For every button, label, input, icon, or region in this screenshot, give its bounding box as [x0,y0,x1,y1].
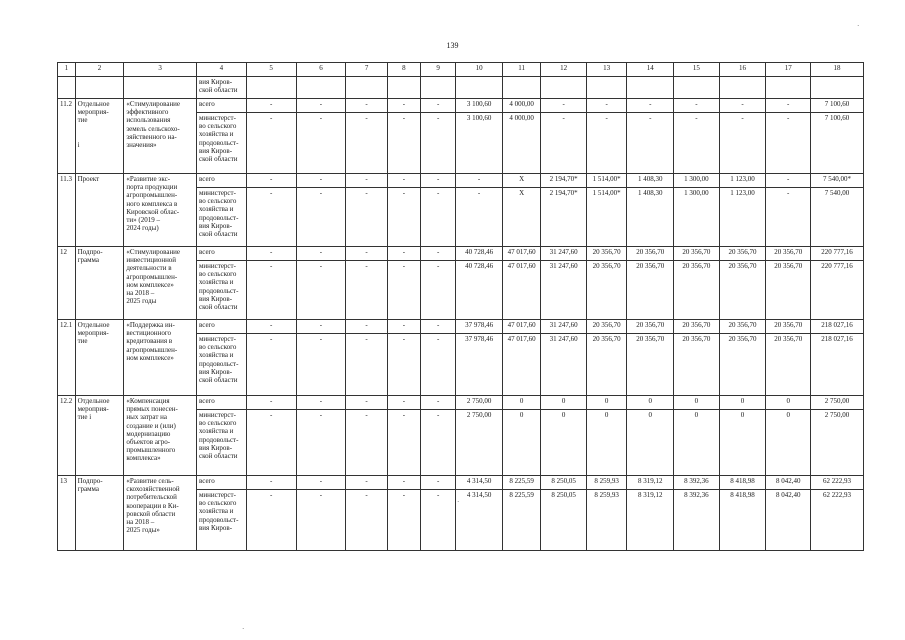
amount-cell: - [719,99,766,113]
row-type: Подпро- грамма [75,247,124,320]
amount-cell: 8 392,36 [674,476,720,490]
amount-cell: - [346,99,387,113]
amount-cell: 20 356,70 [586,247,626,261]
row-number: 13 [58,476,76,551]
continuation-row [58,77,864,99]
funding-source: министерст- во сельского хозяйства и продовольст- вия Киров- ской области [196,410,246,476]
amount-cell: - [246,334,296,396]
table-cell [719,77,766,99]
amount-cell: - [246,490,296,551]
amount-cell: - [627,113,674,174]
table-row [58,476,864,490]
amount-cell: - [421,113,456,174]
funding-source: министерст- во сельского хозяйства и продовольст- вия Киров- ской области [196,334,246,396]
amount-cell: 2 194,70* [541,188,587,247]
table-cell [246,77,296,99]
amount-cell: 47 017,60 [502,261,540,320]
table-cell [627,77,674,99]
amount-cell: - [246,188,296,247]
amount-cell: 1 408,30 [627,174,674,188]
amount-cell: 1 408,30 [627,188,674,247]
amount-cell: 2 750,00 [456,396,503,410]
funding-source: всего [196,174,246,188]
amount-cell: 37 978,46 [456,334,503,396]
amount-cell: 0 [586,396,626,410]
amount-cell: 47 017,60 [502,334,540,396]
amount-cell: 20 356,70 [627,334,674,396]
row-title: «Развитие экс- порта продукции агропромышлен- ного комплекса в Кировской облас- ти» (2019 – 2024 годы) [124,174,197,247]
row-title: «Развитие сель- скохозяйственной потребительской кооперации в Ки- ровской области на 2018 – 2025 годы» [124,476,197,551]
amount-cell: 0 [674,396,720,410]
budget-table [57,62,864,551]
amount-cell: 1 514,00* [586,188,626,247]
table-cell: вия Киров- ской области [196,77,246,99]
amount-cell: 20 356,70 [719,261,766,320]
table-cell [346,77,387,99]
amount-cell: - [346,174,387,188]
amount-cell: 0 [674,410,720,476]
amount-cell: 20 356,70 [627,247,674,261]
amount-cell: - [456,174,503,188]
amount-cell: 20 356,70 [719,320,766,334]
amount-cell: - [346,476,387,490]
table-row [58,247,864,261]
amount-cell: - [456,188,503,247]
amount-cell: - [346,334,387,396]
amount-cell: 20 356,70 [719,334,766,396]
table-cell [75,77,124,99]
amount-cell: - [246,476,296,490]
row-title: «Поддержка ин- вестиционного кредитования в агропромышлен- ном комплексе» [124,320,197,396]
column-header: 15 [674,63,720,77]
amount-cell: 7 540,00* [810,174,863,188]
amount-cell: - [421,410,456,476]
amount-cell: 1 514,00* [586,174,626,188]
amount-cell: 7 100,60 [810,99,863,113]
amount-cell: 40 728,46 [456,247,503,261]
amount-cell: 0 [627,396,674,410]
amount-cell: 8 259,93 [586,490,626,551]
amount-cell: 8 319,12 [627,490,674,551]
table-row [58,396,864,410]
amount-cell: - [766,174,811,188]
table-cell [296,77,346,99]
amount-cell: 20 356,70 [674,261,720,320]
column-header: 6 [296,63,346,77]
funding-source: всего [196,476,246,490]
amount-cell: 62 222,93 [810,490,863,551]
row-type: Отдельное мероприя- тие [75,320,124,396]
column-header: 3 [124,63,197,77]
amount-cell: 20 356,70 [674,320,720,334]
amount-cell: 31 247,60 [541,320,587,334]
scan-speck: · [242,625,245,633]
row-title: «Компенсация прямых понесен- ных затрат на создание и (или) модернизацию объектов агро- промышленного комплекса» [124,396,197,476]
amount-cell: 31 247,60 [541,334,587,396]
amount-cell: - [346,396,387,410]
amount-cell: 1 300,00 [674,188,720,247]
amount-cell: - [296,174,346,188]
row-type: Отдельное мероприя- тие і [75,396,124,476]
amount-cell: - [296,490,346,551]
amount-cell: 0 [627,410,674,476]
row-number: 11.2 [58,99,76,174]
column-header: 8 [387,63,420,77]
row-number: 12.2 [58,396,76,476]
amount-cell: 37 978,46 [456,320,503,334]
row-number: 12.1 [58,320,76,396]
amount-cell: 7 100,60 [810,113,863,174]
amount-cell: - [346,113,387,174]
column-header: 17 [766,63,811,77]
amount-cell: 4 000,00 [502,113,540,174]
amount-cell: 3 100,60 [456,99,503,113]
amount-cell: 8 259,93 [586,476,626,490]
amount-cell: - [346,320,387,334]
amount-cell: - [421,476,456,490]
column-header: 5 [246,63,296,77]
amount-cell: 220 777,16 [810,261,863,320]
funding-source: всего [196,320,246,334]
amount-cell: - [387,261,420,320]
amount-cell: 220 777,16 [810,247,863,261]
scan-speck: · [457,498,460,506]
amount-cell: 20 356,70 [766,247,811,261]
amount-cell: - [387,174,420,188]
amount-cell: 0 [766,396,811,410]
table-cell [58,77,76,99]
amount-cell: X [502,188,540,247]
column-header: 1 [58,63,76,77]
amount-cell: - [586,113,626,174]
amount-cell: - [387,396,420,410]
table-row [58,99,864,113]
amount-cell: - [346,188,387,247]
amount-cell: - [246,174,296,188]
amount-cell: 0 [502,410,540,476]
amount-cell: 20 356,70 [674,334,720,396]
amount-cell: 47 017,60 [502,247,540,261]
amount-cell: - [296,113,346,174]
amount-cell: - [766,188,811,247]
amount-cell: - [674,99,720,113]
amount-cell: - [421,396,456,410]
funding-source: министерст- во сельского хозяйства и продовольст- вия Киров- ской области [196,113,246,174]
amount-cell: - [421,99,456,113]
amount-cell: 8 418,98 [719,476,766,490]
amount-cell: 1 123,00 [719,174,766,188]
amount-cell: 2 750,00 [456,410,503,476]
amount-cell: 20 356,70 [586,320,626,334]
amount-cell: 20 356,70 [586,334,626,396]
funding-source: министерст- во сельского хозяйства и продовольст- вия Киров- [196,490,246,551]
amount-cell: 8 250,05 [541,476,587,490]
amount-cell: - [586,99,626,113]
amount-cell: 4 314,50 [456,476,503,490]
amount-cell: - [296,247,346,261]
amount-cell: - [387,476,420,490]
amount-cell: - [387,334,420,396]
table-cell [387,77,420,99]
amount-cell: - [421,247,456,261]
amount-cell: 8 042,40 [766,490,811,551]
amount-cell: 8 392,36 [674,490,720,551]
amount-cell: 8 250,05 [541,490,587,551]
column-header: 10 [456,63,503,77]
amount-cell: - [296,261,346,320]
funding-source: министерст- во сельского хозяйства и продовольст- вия Киров- ской области [196,261,246,320]
amount-cell: 7 540,00 [810,188,863,247]
column-header: 2 [75,63,124,77]
amount-cell: - [346,410,387,476]
amount-cell: 0 [541,410,587,476]
amount-cell: - [346,490,387,551]
amount-cell: - [719,113,766,174]
row-number: 12 [58,247,76,320]
amount-cell: - [627,99,674,113]
column-header: 11 [502,63,540,77]
amount-cell: 0 [719,396,766,410]
column-header: 13 [586,63,626,77]
table-row [58,174,864,188]
amount-cell: - [766,99,811,113]
amount-cell: 2 750,00 [810,410,863,476]
table-cell [502,77,540,99]
column-header: 18 [810,63,863,77]
amount-cell: - [296,396,346,410]
amount-cell: 1 123,00 [719,188,766,247]
row-title: «Стимулирование эффективного использования земель сельскохо- зяйственного на- значения» [124,99,197,174]
amount-cell: - [421,188,456,247]
funding-source: всего [196,247,246,261]
amount-cell: 20 356,70 [766,320,811,334]
amount-cell: - [246,113,296,174]
row-type: Подпро- грамма [75,476,124,551]
amount-cell: 1 300,00 [674,174,720,188]
column-header: 14 [627,63,674,77]
amount-cell: - [421,320,456,334]
amount-cell: 3 100,60 [456,113,503,174]
amount-cell: - [387,113,420,174]
page-number: 139 [446,41,459,50]
amount-cell: 20 356,70 [627,320,674,334]
amount-cell: - [674,113,720,174]
table-cell [124,77,197,99]
column-header: 7 [346,63,387,77]
table-cell [586,77,626,99]
amount-cell: - [246,247,296,261]
amount-cell: - [296,410,346,476]
table-row [58,320,864,334]
amount-cell: 20 356,70 [766,261,811,320]
amount-cell: - [246,320,296,334]
amount-cell: - [296,320,346,334]
table-cell [674,77,720,99]
amount-cell: 2 194,70* [541,174,587,188]
amount-cell: - [296,334,346,396]
amount-cell: 218 027,16 [810,320,863,334]
amount-cell: - [387,490,420,551]
amount-cell: 47 017,60 [502,320,540,334]
table-cell [421,77,456,99]
amount-cell: - [421,490,456,551]
table-cell [456,77,503,99]
amount-cell: - [541,99,587,113]
amount-cell: - [421,174,456,188]
row-type: Отдельное мероприя- тие і [75,99,124,174]
amount-cell: - [246,99,296,113]
amount-cell: - [541,113,587,174]
funding-source: всего [196,396,246,410]
amount-cell: - [387,247,420,261]
amount-cell: 8 225,59 [502,476,540,490]
amount-cell: 0 [586,410,626,476]
column-header: 12 [541,63,587,77]
amount-cell: X [502,174,540,188]
amount-cell: - [246,396,296,410]
amount-cell: 31 247,60 [541,261,587,320]
amount-cell: 8 418,98 [719,490,766,551]
table-cell [766,77,811,99]
amount-cell: 20 356,70 [586,261,626,320]
header-row [58,63,864,77]
scan-speck: · [857,22,860,30]
amount-cell: 0 [541,396,587,410]
row-number: 11.3 [58,174,76,247]
amount-cell: 62 222,93 [810,476,863,490]
amount-cell: - [421,261,456,320]
amount-cell: 20 356,70 [674,247,720,261]
amount-cell: 8 042,40 [766,476,811,490]
amount-cell: 20 356,70 [719,247,766,261]
amount-cell: 0 [502,396,540,410]
amount-cell: 40 728,46 [456,261,503,320]
amount-cell: 0 [766,410,811,476]
table-cell [541,77,587,99]
amount-cell: 4 000,00 [502,99,540,113]
amount-cell: - [296,476,346,490]
amount-cell: 20 356,70 [627,261,674,320]
funding-source: всего [196,99,246,113]
amount-cell: 20 356,70 [766,334,811,396]
table-cell [810,77,863,99]
amount-cell: - [346,261,387,320]
amount-cell: - [387,320,420,334]
amount-cell: - [387,188,420,247]
column-header: 4 [196,63,246,77]
amount-cell: 0 [719,410,766,476]
amount-cell: 31 247,60 [541,247,587,261]
row-title: «Стимулирование инвестиционной деятельности в агропромышлен- ном комплексе» на 2018 – 2025 годы [124,247,197,320]
amount-cell: - [246,410,296,476]
column-header: 9 [421,63,456,77]
row-type: Проект [75,174,124,247]
amount-cell: 2 750,00 [810,396,863,410]
amount-cell: - [296,188,346,247]
amount-cell: 8 225,59 [502,490,540,551]
amount-cell: - [421,334,456,396]
funding-source: министерст- во сельского хозяйства и продовольст- вия Киров- ской области [196,188,246,247]
amount-cell: - [346,247,387,261]
amount-cell: - [766,113,811,174]
amount-cell: - [246,261,296,320]
amount-cell: 218 027,16 [810,334,863,396]
amount-cell: - [387,99,420,113]
column-header: 16 [719,63,766,77]
amount-cell: - [296,99,346,113]
amount-cell: 4 314,50 [456,490,503,551]
amount-cell: - [387,410,420,476]
amount-cell: 8 319,12 [627,476,674,490]
